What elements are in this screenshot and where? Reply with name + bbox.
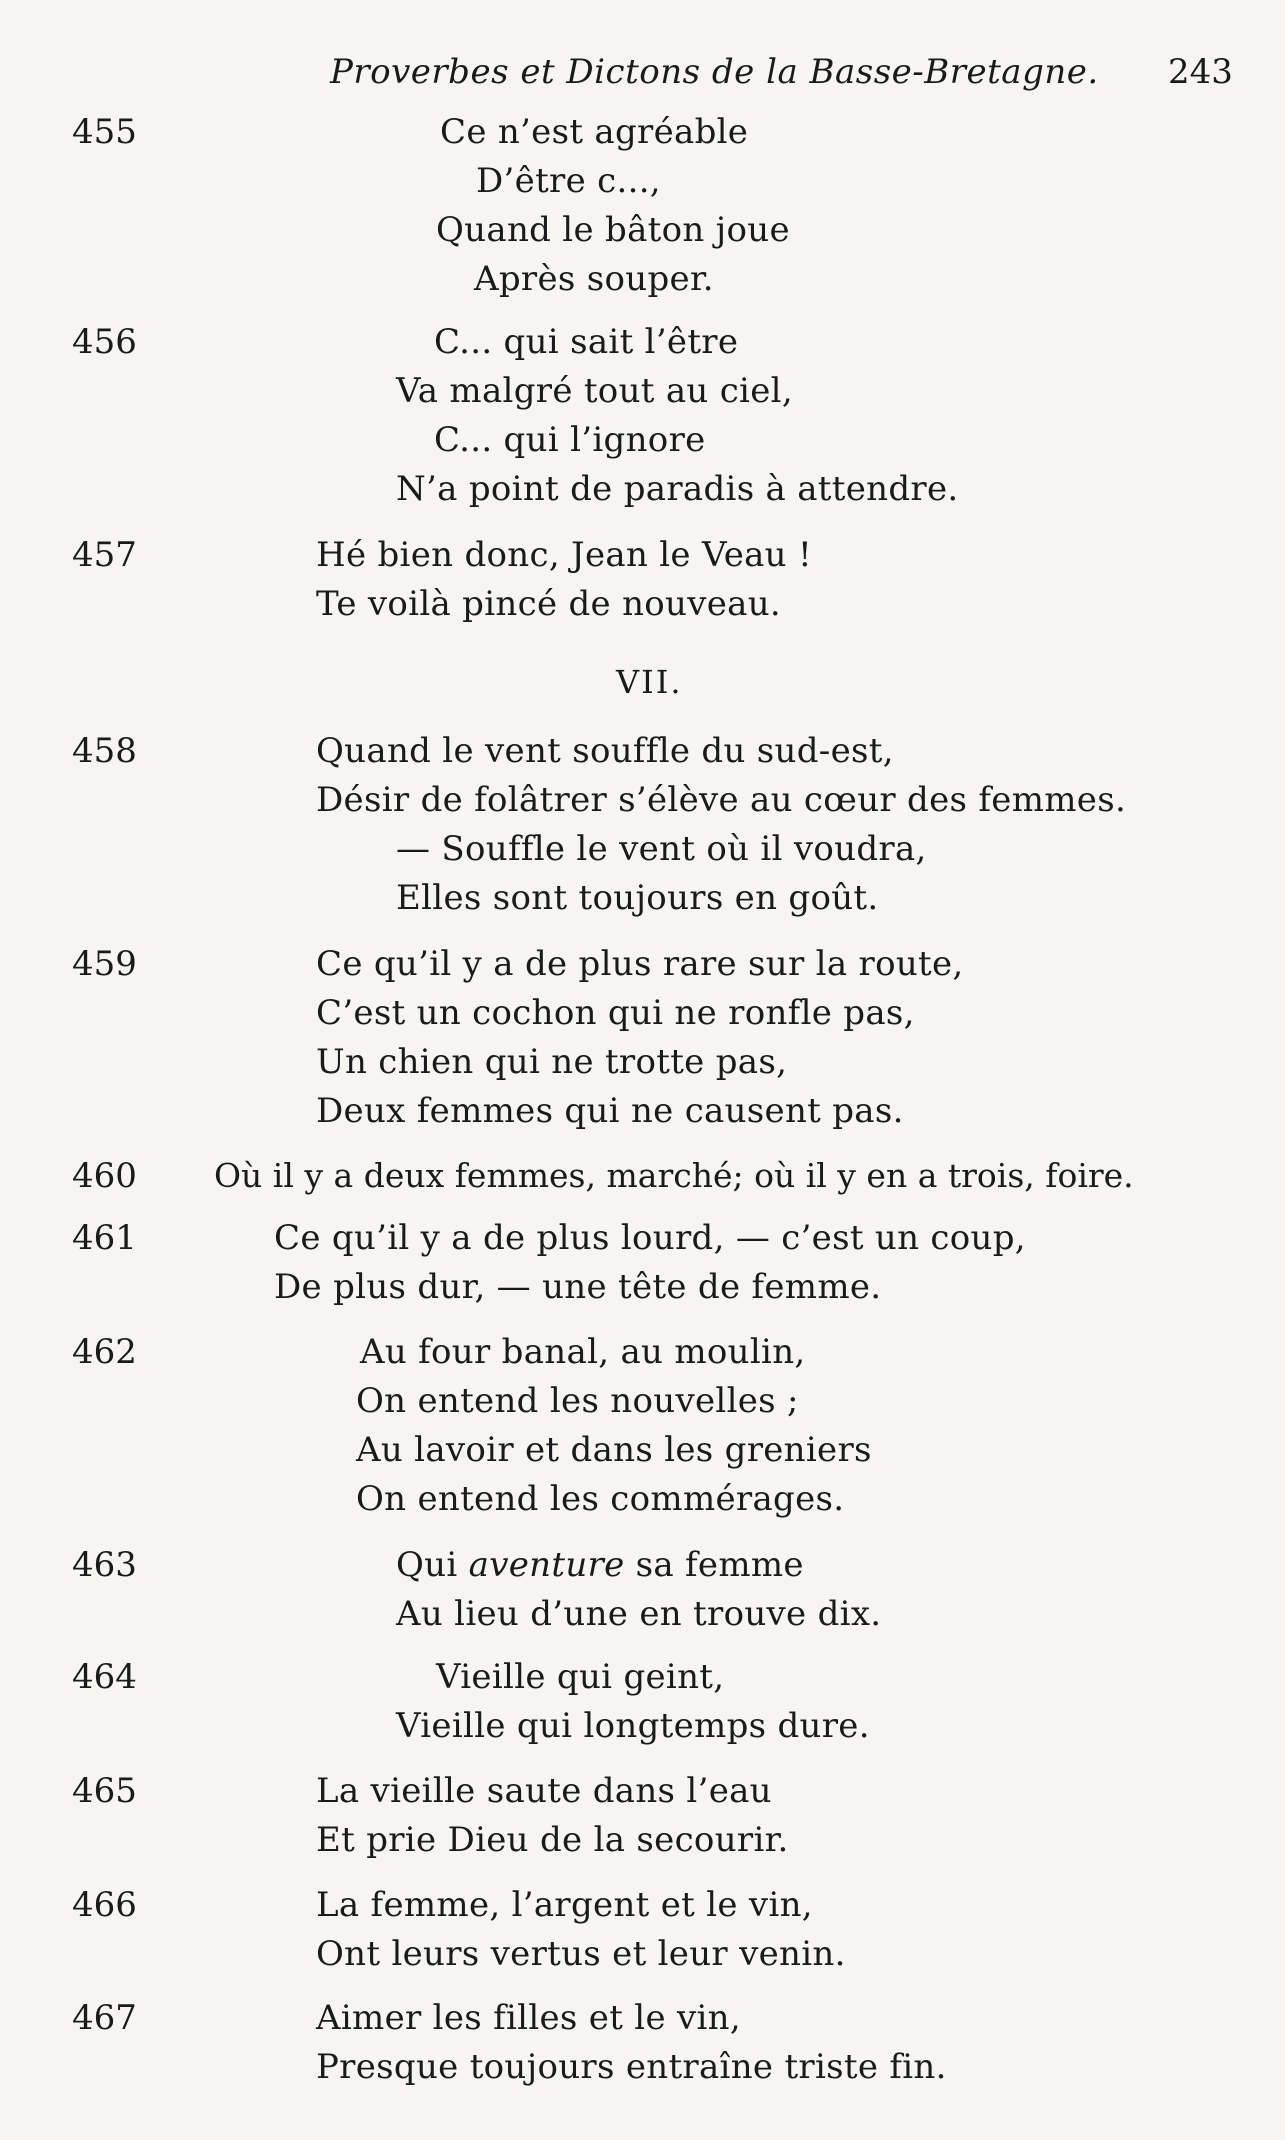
proverb-line: Au lavoir et dans les greniers bbox=[356, 1430, 872, 1470]
proverb-line: Au four banal, au moulin, bbox=[360, 1332, 806, 1372]
proverb-number: 460 bbox=[72, 1156, 137, 1196]
proverb-line: La vieille saute dans l’eau bbox=[316, 1771, 772, 1811]
proverb-line: Et prie Dieu de la secourir. bbox=[316, 1820, 789, 1860]
proverb-number: 459 bbox=[72, 944, 137, 984]
proverb-line: D’être c..., bbox=[476, 161, 661, 201]
page-number: 243 bbox=[1168, 52, 1233, 92]
proverb-line: Hé bien donc, Jean le Veau ! bbox=[316, 535, 812, 575]
proverb-line: Ce n’est agréable bbox=[440, 112, 749, 152]
proverb-number: 456 bbox=[72, 322, 137, 362]
proverb-line: On entend les commérages. bbox=[356, 1479, 845, 1519]
proverb-line: Où il y a deux femmes, marché; où il y en a trois, foire. bbox=[214, 1156, 1134, 1195]
proverb-line: Ce qu’il y a de plus rare sur la route, bbox=[316, 944, 964, 984]
proverb-number: 457 bbox=[72, 535, 137, 575]
proverb-line: Au lieu d’une en trouve dix. bbox=[396, 1594, 882, 1634]
proverb-line: C... qui l’ignore bbox=[434, 420, 706, 460]
proverb-number: 462 bbox=[72, 1332, 137, 1372]
proverb-line: La femme, l’argent et le vin, bbox=[316, 1885, 813, 1925]
proverb-number: 455 bbox=[72, 112, 137, 152]
proverb-line: On entend les nouvelles ; bbox=[356, 1381, 799, 1421]
running-header: Proverbes et Dictons de la Basse-Bretagne. bbox=[330, 52, 1099, 92]
proverb-number: 461 bbox=[72, 1218, 137, 1258]
italic-word: aventure bbox=[468, 1545, 625, 1585]
proverb-line: Deux femmes qui ne causent pas. bbox=[316, 1091, 904, 1131]
proverb-line: Presque toujours entraîne triste fin. bbox=[316, 2047, 947, 2087]
proverb-line: Quand le bâton joue bbox=[436, 210, 790, 250]
proverb-line: Un chien qui ne trotte pas, bbox=[316, 1042, 788, 1082]
proverb-line: Te voilà pincé de nouveau. bbox=[316, 584, 782, 624]
proverb-number: 467 bbox=[72, 1998, 137, 2038]
proverb-word: Qui bbox=[396, 1545, 458, 1585]
proverb-line: Ont leurs vertus et leur venin. bbox=[316, 1934, 846, 1974]
proverb-line: Après souper. bbox=[474, 259, 714, 299]
proverb-number: 463 bbox=[72, 1545, 137, 1585]
proverb-line: C... qui sait l’être bbox=[434, 322, 739, 362]
proverb-line: N’a point de paradis à attendre. bbox=[396, 469, 959, 509]
proverb-line: C’est un cochon qui ne ronfle pas, bbox=[316, 993, 915, 1033]
proverb-line: Désir de folâtrer s’élève au cœur des femmes. bbox=[316, 780, 1127, 820]
proverb-number: 464 bbox=[72, 1657, 137, 1697]
proverb-line: Vieille qui longtemps dure. bbox=[396, 1706, 870, 1746]
proverb-line: Elles sont toujours en goût. bbox=[396, 878, 879, 918]
proverb-line: — Souffle le vent où il voudra, bbox=[396, 829, 927, 869]
proverb-number: 466 bbox=[72, 1885, 137, 1925]
proverb-line: Aimer les filles et le vin, bbox=[316, 1998, 741, 2038]
proverb-line: Va malgré tout au ciel, bbox=[396, 371, 793, 411]
proverb-line bbox=[396, 1545, 804, 1585]
section-heading: VII. bbox=[616, 663, 683, 701]
proverb-number: 458 bbox=[72, 731, 137, 771]
proverb-line: De plus dur, — une tête de femme. bbox=[274, 1267, 882, 1307]
proverb-word: sa femme bbox=[635, 1545, 804, 1585]
proverb-line: Ce qu’il y a de plus lourd, — c’est un coup, bbox=[274, 1218, 1026, 1258]
proverb-number: 465 bbox=[72, 1771, 137, 1811]
proverb-line: Vieille qui geint, bbox=[436, 1657, 725, 1697]
proverb-line: Quand le vent souffle du sud-est, bbox=[316, 731, 894, 771]
